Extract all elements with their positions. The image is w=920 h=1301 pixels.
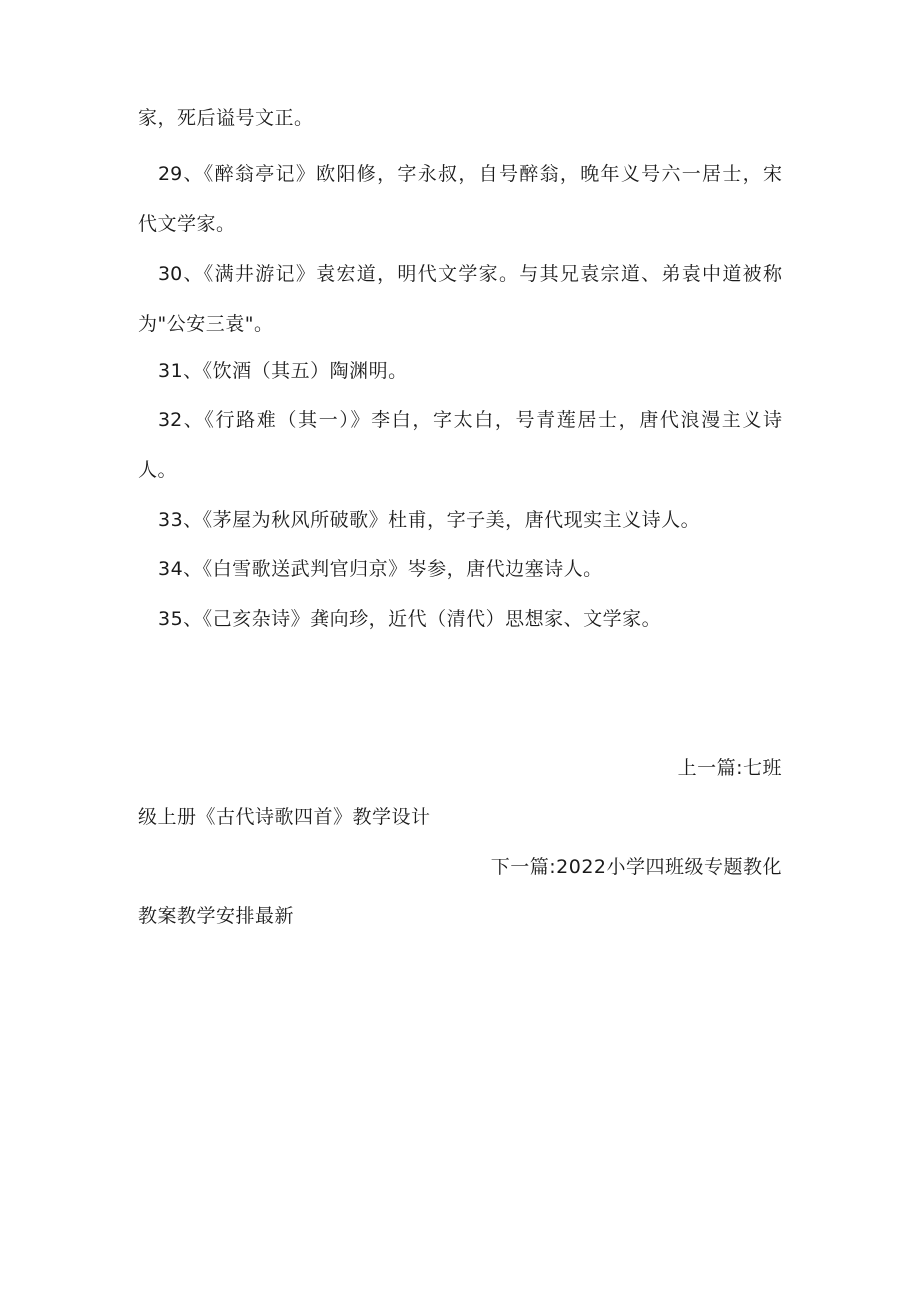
prev-article-link[interactable]: 上一篇:七班 (677, 757, 782, 779)
text-line: 家，死后谥号文正。 (138, 107, 314, 129)
list-item-34: 34、《白雪歌送武判官归京》岑参，唐代边塞诗人。 (158, 558, 603, 580)
list-item-32-line-2: 人。 (138, 459, 178, 481)
list-item-29-line-1: 29、《醉翁亭记》欧阳修，字永叔，自号醉翁，晚年义号六一居士，宋 (158, 163, 782, 185)
list-item-30-line-2: 为"公安三袁"。 (138, 313, 274, 335)
list-item-33: 33、《茅屋为秋风所破歌》杜甫，字子美，唐代现实主义诗人。 (158, 509, 701, 531)
next-article-title[interactable]: 教案教学安排最新 (138, 905, 295, 927)
list-item-35: 35、《己亥杂诗》龚向珍，近代（清代）思想家、文学家。 (158, 608, 662, 630)
list-item-32-line-1: 32、《行路难（其一）》李白，字太白，号青莲居士，唐代浪漫主义诗 (158, 409, 782, 431)
list-item-29-line-2: 代文学家。 (138, 213, 236, 235)
next-article-link[interactable]: 下一篇:2022小学四班级专题教化 (490, 856, 782, 878)
list-item-31: 31、《饮酒（其五）陶渊明。 (158, 360, 408, 382)
prev-article-title[interactable]: 级上册《古代诗歌四首》教学设计 (138, 806, 431, 828)
list-item-30-line-1: 30、《满井游记》袁宏道，明代文学家。与其兄袁宗道、弟袁中道被称 (158, 263, 782, 285)
